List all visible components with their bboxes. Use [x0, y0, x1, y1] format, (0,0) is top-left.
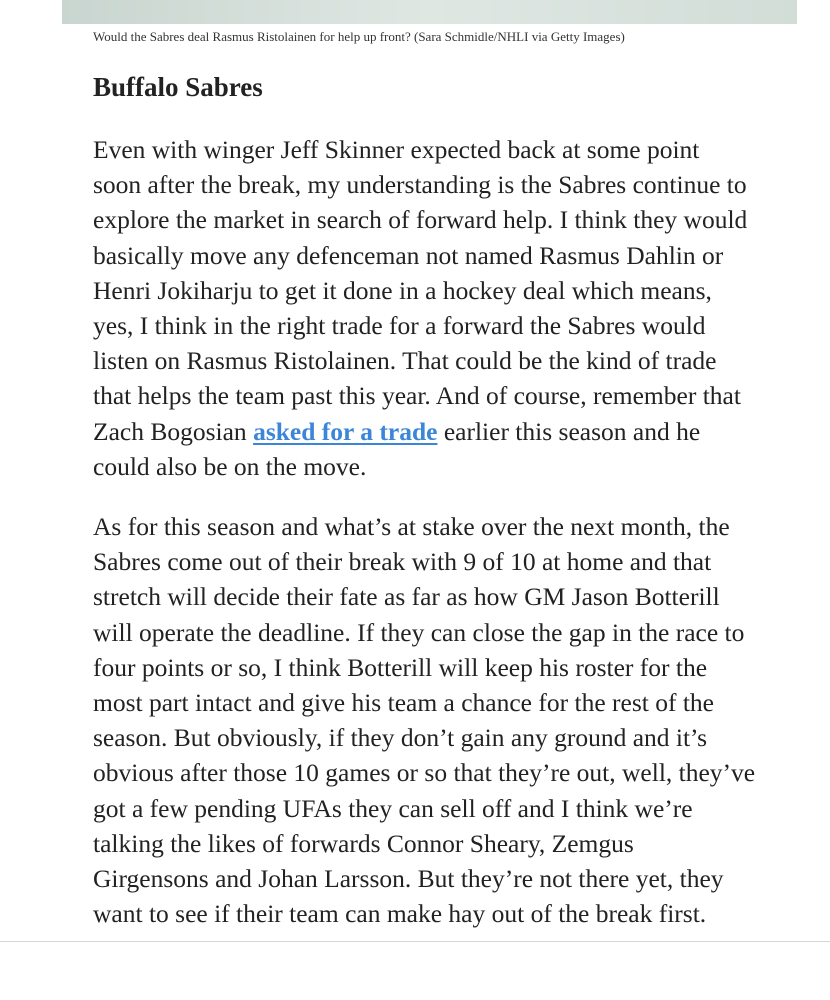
paragraph-line: Henri Jokiharju to get it done in a hockey deal which means, [93, 275, 712, 305]
article-photo [62, 0, 797, 24]
paragraph-line: Sabres come out of their break with 9 of 10 at home and that [93, 547, 712, 577]
paragraph-line: basically move any defenceman not named Rasmus Dahlin or [93, 240, 724, 270]
paragraph-line: that helps the team past this year. And of course, remember that [93, 381, 741, 411]
paragraph-line: could also be on the move. [93, 451, 367, 481]
paragraph-line: obvious after those 10 games or so that they’re out, well, they’ve [93, 758, 756, 788]
photo-caption: Would the Sabres deal Rasmus Ristolainen for help up front? (Sara Schmidle/NHLI via Getty Images) [93, 29, 625, 44]
paragraph-line-with-link [93, 414, 773, 449]
section-heading: Buffalo Sabres [93, 72, 263, 102]
divider-rule [0, 941, 830, 942]
paragraph-line: four points or so, I think Botterill will keep his roster for the [93, 652, 708, 682]
article-paragraph-2 [93, 509, 773, 931]
paragraph-line: Even with winger Jeff Skinner expected back at some point [93, 135, 700, 164]
paragraph-line: got a few pending UFAs they can sell off and I think we’re [93, 793, 693, 823]
paragraph-line: stretch will decide their fate as far as how GM Jason Botterill [93, 582, 720, 612]
paragraph-line: talking the likes of forwards Connor Sheary, Zemgus [93, 828, 634, 858]
paragraph-line: most part intact and give his team a chance for the rest of the [93, 688, 714, 718]
paragraph-line: want to see if their team can make hay out of the break first. [93, 899, 707, 929]
link-line-suffix: earlier this season and he [437, 416, 701, 446]
paragraph-line: As for this season and what’s at stake over the next month, the [93, 512, 730, 541]
paragraph-line: soon after the break, my understanding is the Sabres continue to [93, 170, 747, 200]
paragraph-line: yes, I think in the right trade for a forward the Sabres would [93, 311, 706, 341]
paragraph-line: season. But obviously, if they don’t gain any ground and it’s [93, 723, 708, 753]
paragraph-line: explore the market in search of forward help. I think they would [93, 205, 748, 235]
link-line-prefix: Zach Bogosian [93, 416, 254, 446]
paragraph-line: will operate the deadline. If they can close the gap in the race to [93, 617, 745, 647]
article-paragraph-1 [93, 132, 773, 484]
paragraph-line: listen on Rasmus Ristolainen. That could be the kind of trade [93, 346, 717, 376]
asked-for-a-trade-link[interactable]: asked for a trade [253, 416, 438, 446]
paragraph-line: Girgensons and Johan Larsson. But they’re not there yet, they [93, 864, 724, 894]
